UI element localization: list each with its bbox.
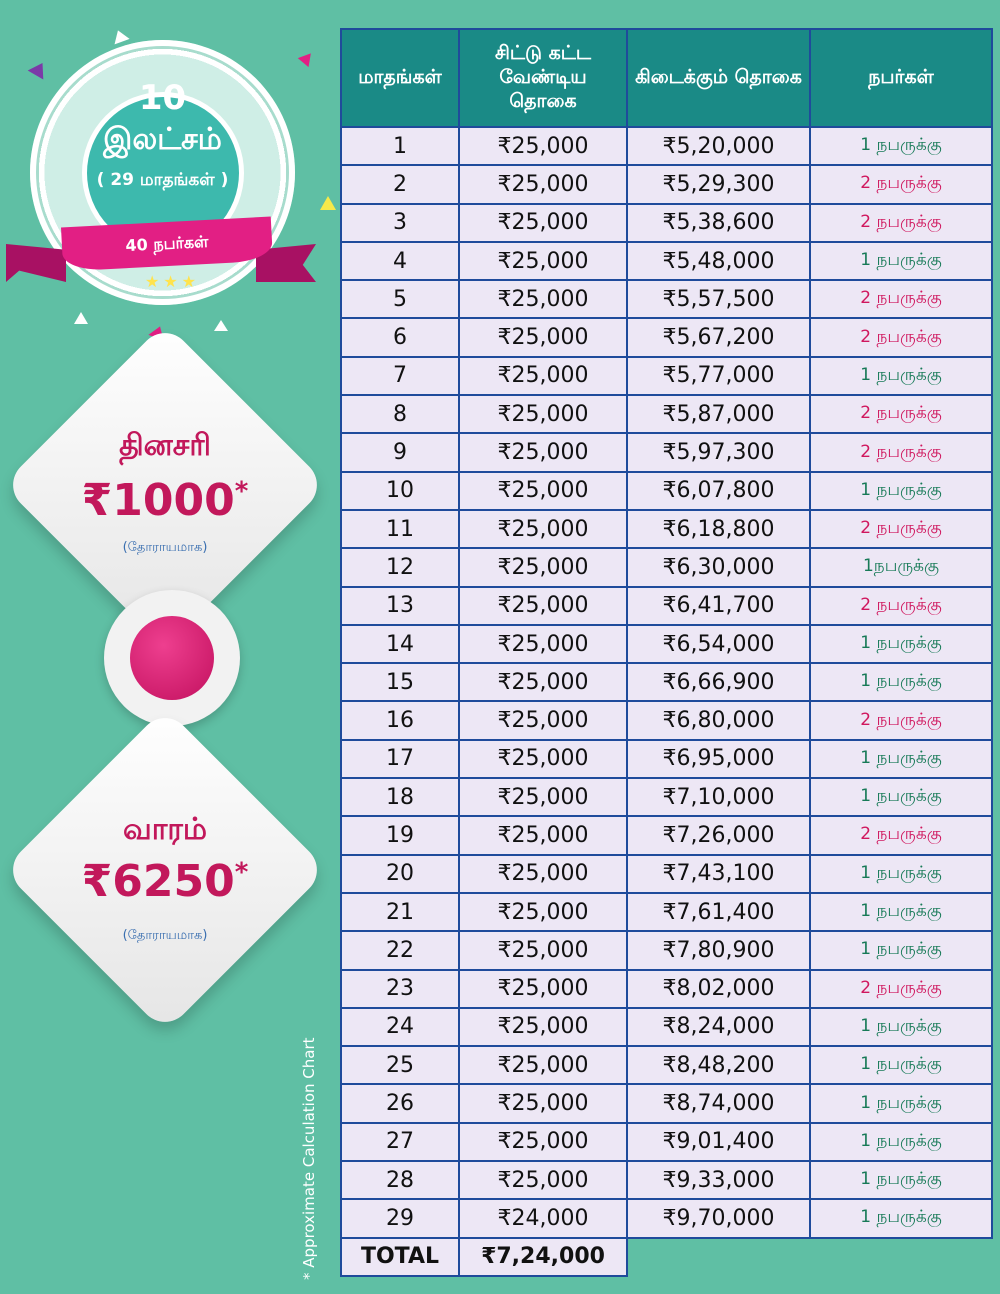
payable-cell: ₹25,000 (459, 1008, 627, 1046)
payable-cell: ₹25,000 (459, 204, 627, 242)
table-row (341, 740, 992, 778)
month-cell: 24 (341, 1008, 459, 1046)
month-cell: 25 (341, 1046, 459, 1084)
daily-amount: ₹1000* (81, 475, 249, 526)
month-cell: 18 (341, 778, 459, 816)
payable-cell: ₹25,000 (459, 510, 627, 548)
confetti-triangle (74, 312, 88, 324)
month-cell: 15 (341, 663, 459, 701)
calculation-table (340, 28, 993, 1277)
persons-cell: 1 நபருக்கு (810, 127, 992, 165)
month-cell: 8 (341, 395, 459, 433)
table-row (341, 893, 992, 931)
month-cell: 5 (341, 280, 459, 318)
confetti-triangle (214, 320, 228, 331)
persons-cell: 2 நபருக்கு (810, 587, 992, 625)
payable-cell: ₹25,000 (459, 893, 627, 931)
persons-cell: 2 நபருக்கு (810, 395, 992, 433)
receivable-cell: ₹7,43,100 (627, 855, 810, 893)
approximate-chart-note: * Approximate Calculation Chart (300, 1037, 318, 1280)
persons-cell: 1 நபருக்கு (810, 663, 992, 701)
month-cell: 6 (341, 318, 459, 356)
payable-cell: ₹25,000 (459, 395, 627, 433)
persons-cell: 2 நபருக்கு (810, 510, 992, 548)
table-header-row (341, 29, 992, 127)
table-row (341, 1008, 992, 1046)
receivable-cell: ₹6,41,700 (627, 587, 810, 625)
badge-unit: இலட்சம் (103, 122, 222, 157)
receivable-cell: ₹7,26,000 (627, 816, 810, 854)
payable-cell: ₹25,000 (459, 127, 627, 165)
persons-cell: 2 நபருக்கு (810, 204, 992, 242)
persons-cell: 1 நபருக்கு (810, 357, 992, 395)
receivable-cell: ₹6,18,800 (627, 510, 810, 548)
table-row (341, 472, 992, 510)
payable-cell: ₹25,000 (459, 548, 627, 586)
empty-cell (810, 1238, 992, 1276)
table-row (341, 970, 992, 1008)
month-cell: 28 (341, 1161, 459, 1199)
month-cell: 1 (341, 127, 459, 165)
receivable-cell: ₹5,67,200 (627, 318, 810, 356)
receivable-cell: ₹5,57,500 (627, 280, 810, 318)
table-row (341, 855, 992, 893)
table-row (341, 816, 992, 854)
confetti-triangle (320, 196, 336, 210)
receivable-cell: ₹6,30,000 (627, 548, 810, 586)
payable-cell: ₹25,000 (459, 816, 627, 854)
table-row (341, 587, 992, 625)
table-row (341, 1084, 992, 1122)
table-row (341, 242, 992, 280)
persons-cell: 1 நபருக்கு (810, 1084, 992, 1122)
month-cell: 21 (341, 893, 459, 931)
table-row (341, 1161, 992, 1199)
table-row (341, 1123, 992, 1161)
month-cell: 27 (341, 1123, 459, 1161)
persons-cell: 1 நபருக்கு (810, 740, 992, 778)
persons-cell: 2 நபருக்கு (810, 816, 992, 854)
persons-cell: 1 நபருக்கு (810, 855, 992, 893)
pink-ball (104, 590, 240, 726)
persons-cell: 2 நபருக்கு (810, 165, 992, 203)
persons-cell: 1 நபருக்கு (810, 778, 992, 816)
payable-cell: ₹24,000 (459, 1199, 627, 1237)
receivable-cell: ₹8,24,000 (627, 1008, 810, 1046)
receivable-cell: ₹5,77,000 (627, 357, 810, 395)
payable-cell: ₹25,000 (459, 357, 627, 395)
table-row (341, 510, 992, 548)
payable-cell: ₹25,000 (459, 242, 627, 280)
payable-cell: ₹25,000 (459, 663, 627, 701)
table-row (341, 1199, 992, 1237)
month-cell: 23 (341, 970, 459, 1008)
receivable-cell: ₹5,48,000 (627, 242, 810, 280)
empty-cell (627, 1238, 810, 1276)
month-cell: 29 (341, 1199, 459, 1237)
table-row (341, 1046, 992, 1084)
table-row (341, 204, 992, 242)
month-cell: 2 (341, 165, 459, 203)
daily-label: தினசரி (119, 428, 211, 463)
receivable-cell: ₹7,10,000 (627, 778, 810, 816)
payable-cell: ₹25,000 (459, 165, 627, 203)
payable-cell: ₹25,000 (459, 931, 627, 969)
receivable-cell: ₹7,61,400 (627, 893, 810, 931)
month-cell: 20 (341, 855, 459, 893)
persons-cell: 1 நபருக்கு (810, 931, 992, 969)
receivable-cell: ₹7,80,900 (627, 931, 810, 969)
table-row (341, 778, 992, 816)
receivable-cell: ₹9,70,000 (627, 1199, 810, 1237)
receivable-cell: ₹6,66,900 (627, 663, 810, 701)
badge-amount: 10 (138, 78, 187, 118)
month-cell: 10 (341, 472, 459, 510)
month-cell: 3 (341, 204, 459, 242)
payable-cell: ₹25,000 (459, 1123, 627, 1161)
payable-cell: ₹25,000 (459, 1161, 627, 1199)
persons-cell: 1 நபருக்கு (810, 893, 992, 931)
receivable-cell: ₹5,38,600 (627, 204, 810, 242)
month-cell: 9 (341, 433, 459, 471)
payable-cell: ₹25,000 (459, 701, 627, 739)
receivable-cell: ₹5,87,000 (627, 395, 810, 433)
persons-cell: 1 நபருக்கு (810, 1123, 992, 1161)
table-row (341, 433, 992, 471)
month-cell: 26 (341, 1084, 459, 1122)
confetti-triangle (298, 49, 316, 67)
payable-cell: ₹25,000 (459, 472, 627, 510)
persons-cell: 1நபருக்கு (810, 548, 992, 586)
payable-cell: ₹25,000 (459, 1046, 627, 1084)
table-row (341, 625, 992, 663)
persons-cell: 2 நபருக்கு (810, 701, 992, 739)
table-row (341, 280, 992, 318)
persons-cell: 2 நபருக்கு (810, 433, 992, 471)
persons-cell: 2 நபருக்கு (810, 280, 992, 318)
total-value: ₹7,24,000 (459, 1238, 627, 1276)
persons-cell: 2 நபருக்கு (810, 318, 992, 356)
month-cell: 7 (341, 357, 459, 395)
payable-cell: ₹25,000 (459, 778, 627, 816)
table-row (341, 931, 992, 969)
month-cell: 12 (341, 548, 459, 586)
confetti-triangle (110, 28, 129, 45)
table-row (341, 395, 992, 433)
persons-cell: 1 நபருக்கு (810, 1008, 992, 1046)
total-label: TOTAL (341, 1238, 459, 1276)
persons-cell: 2 நபருக்கு (810, 970, 992, 1008)
payable-cell: ₹25,000 (459, 433, 627, 471)
header-payable: சிட்டு கட்ட வேண்டிய தொகை (459, 29, 627, 127)
month-cell: 11 (341, 510, 459, 548)
receivable-cell: ₹8,02,000 (627, 970, 810, 1008)
payable-cell: ₹25,000 (459, 855, 627, 893)
confetti-triangle (28, 58, 51, 79)
receivable-cell: ₹5,29,300 (627, 165, 810, 203)
receivable-cell: ₹5,97,300 (627, 433, 810, 471)
month-cell: 16 (341, 701, 459, 739)
payable-cell: ₹25,000 (459, 625, 627, 663)
month-cell: 17 (341, 740, 459, 778)
persons-cell: 1 நபருக்கு (810, 242, 992, 280)
table-body (341, 127, 992, 1276)
table-row (341, 165, 992, 203)
weekly-amount: ₹6250* (81, 856, 249, 907)
members-ribbon: 40 நபர்கள் (61, 217, 273, 272)
month-cell: 19 (341, 816, 459, 854)
month-cell: 4 (341, 242, 459, 280)
persons-cell: 1 நபருக்கு (810, 1199, 992, 1237)
total-row (341, 1238, 992, 1276)
header-persons: நபர்கள் (810, 29, 992, 127)
payable-cell: ₹25,000 (459, 970, 627, 1008)
weekly-label: வாரம் (122, 812, 208, 847)
persons-cell: 1 நபருக்கு (810, 1046, 992, 1084)
weekly-note: (தோராயமாக) (122, 928, 208, 943)
month-cell: 14 (341, 625, 459, 663)
payable-cell: ₹25,000 (459, 587, 627, 625)
payable-cell: ₹25,000 (459, 280, 627, 318)
receivable-cell: ₹9,33,000 (627, 1161, 810, 1199)
receivable-cell: ₹6,95,000 (627, 740, 810, 778)
header-months: மாதங்கள் (341, 29, 459, 127)
receivable-cell: ₹9,01,400 (627, 1123, 810, 1161)
persons-cell: 1 நபருக்கு (810, 1161, 992, 1199)
receivable-cell: ₹6,80,000 (627, 701, 810, 739)
payable-cell: ₹25,000 (459, 1084, 627, 1122)
month-cell: 22 (341, 931, 459, 969)
receivable-cell: ₹6,07,800 (627, 472, 810, 510)
table-row (341, 357, 992, 395)
payable-cell: ₹25,000 (459, 740, 627, 778)
receivable-cell: ₹8,48,200 (627, 1046, 810, 1084)
receivable-cell: ₹8,74,000 (627, 1084, 810, 1122)
table-row (341, 127, 992, 165)
header-receivable: கிடைக்கும் தொகை (627, 29, 810, 127)
persons-cell: 1 நபருக்கு (810, 625, 992, 663)
receivable-cell: ₹6,54,000 (627, 625, 810, 663)
payable-cell: ₹25,000 (459, 318, 627, 356)
table-row (341, 318, 992, 356)
star-icons: ★★★ (144, 272, 201, 291)
daily-note: (தோராயமாக) (122, 540, 208, 555)
month-cell: 13 (341, 587, 459, 625)
persons-cell: 1 நபருக்கு (810, 472, 992, 510)
table-row (341, 701, 992, 739)
badge-duration: ( 29 மாதங்கள் ) (96, 170, 229, 190)
table-row (341, 548, 992, 586)
receivable-cell: ₹5,20,000 (627, 127, 810, 165)
table-row (341, 663, 992, 701)
